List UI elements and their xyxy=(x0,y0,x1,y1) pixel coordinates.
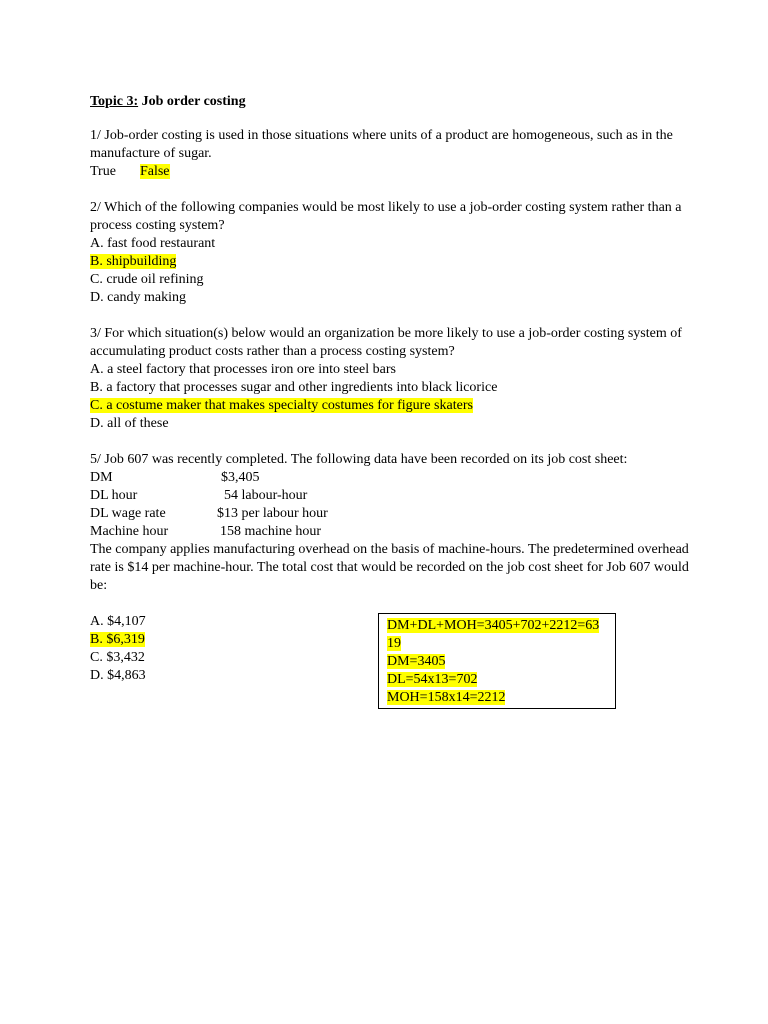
question-2-option-c: C. crude oil refining xyxy=(90,272,204,287)
question-3-option-d: D. all of these xyxy=(90,416,169,431)
question-3 xyxy=(90,325,690,433)
question-5-options xyxy=(90,613,146,685)
question-1 xyxy=(90,127,690,181)
question-2-option-a: A. fast food restaurant xyxy=(90,236,216,251)
calc-line-3: DM=3405 xyxy=(387,654,446,669)
topic-label: Topic 3: xyxy=(90,94,139,109)
data-row-machine-hour: Machine hour 158 machine hour xyxy=(90,524,322,539)
section-title xyxy=(90,93,690,111)
option-false-highlighted: False xyxy=(139,164,170,179)
question-5-answer-area xyxy=(90,613,690,723)
calc-line-2: 19 xyxy=(387,636,401,651)
calc-line-1: DM+DL+MOH=3405+702+2212=63 xyxy=(387,618,600,633)
question-2-text: 2/ Which of the following companies would be most likely to use a job-order costing system rather than a process costing system? xyxy=(90,200,682,233)
data-row-dm: DM $3,405 xyxy=(90,470,260,485)
question-5 xyxy=(90,451,690,723)
question-5-option-a: A. $4,107 xyxy=(90,614,146,629)
question-5-text: The company applies manufacturing overhead on the basis of machine-hours. The predetermined overhead rate is $14 per machine-hour. The total cost that would be recorded on the job cost sheet for Job 607 would be: xyxy=(90,542,689,593)
data-row-dl-wage-rate: DL wage rate $13 per labour hour xyxy=(90,506,328,521)
document-page xyxy=(90,93,690,723)
data-row-dl-hour: DL hour 54 labour-hour xyxy=(90,488,308,503)
highlighted-answer: B. $6,319 xyxy=(90,632,145,647)
question-5-intro: 5/ Job 607 was recently completed. The following data have been recorded on its job cost sheet: xyxy=(90,452,628,467)
highlighted-answer: C. a costume maker that makes specialty costumes for figure skaters xyxy=(90,398,473,413)
question-3-option-b: B. a factory that processes sugar and other ingredients into black licorice xyxy=(90,380,498,395)
calculation-box xyxy=(378,613,616,709)
question-5-option-b xyxy=(90,631,146,649)
option-true: True xyxy=(90,164,116,179)
question-2-option-b xyxy=(90,253,690,271)
question-3-option-a: A. a steel factory that processes iron ore into steel bars xyxy=(90,362,396,377)
question-2-option-d: D. candy making xyxy=(90,290,187,305)
topic-name: Job order costing xyxy=(141,94,246,109)
question-1-text: 1/ Job-order costing is used in those situations where units of a product are homogeneous, such as in the manufacture of sugar. xyxy=(90,128,673,161)
question-2 xyxy=(90,199,690,307)
question-3-text: 3/ For which situation(s) below would an organization be more likely to use a job-order costing system of accumulating product costs rather than a process costing system? xyxy=(90,326,682,359)
question-5-option-c: C. $3,432 xyxy=(90,650,145,665)
question-1-options xyxy=(90,163,690,181)
question-3-option-c xyxy=(90,397,690,415)
highlighted-answer: B. shipbuilding xyxy=(90,254,177,269)
calc-line-4: DL=54x13=702 xyxy=(387,672,478,687)
calc-line-5: MOH=158x14=2212 xyxy=(387,690,506,705)
question-5-option-d: D. $4,863 xyxy=(90,668,146,683)
